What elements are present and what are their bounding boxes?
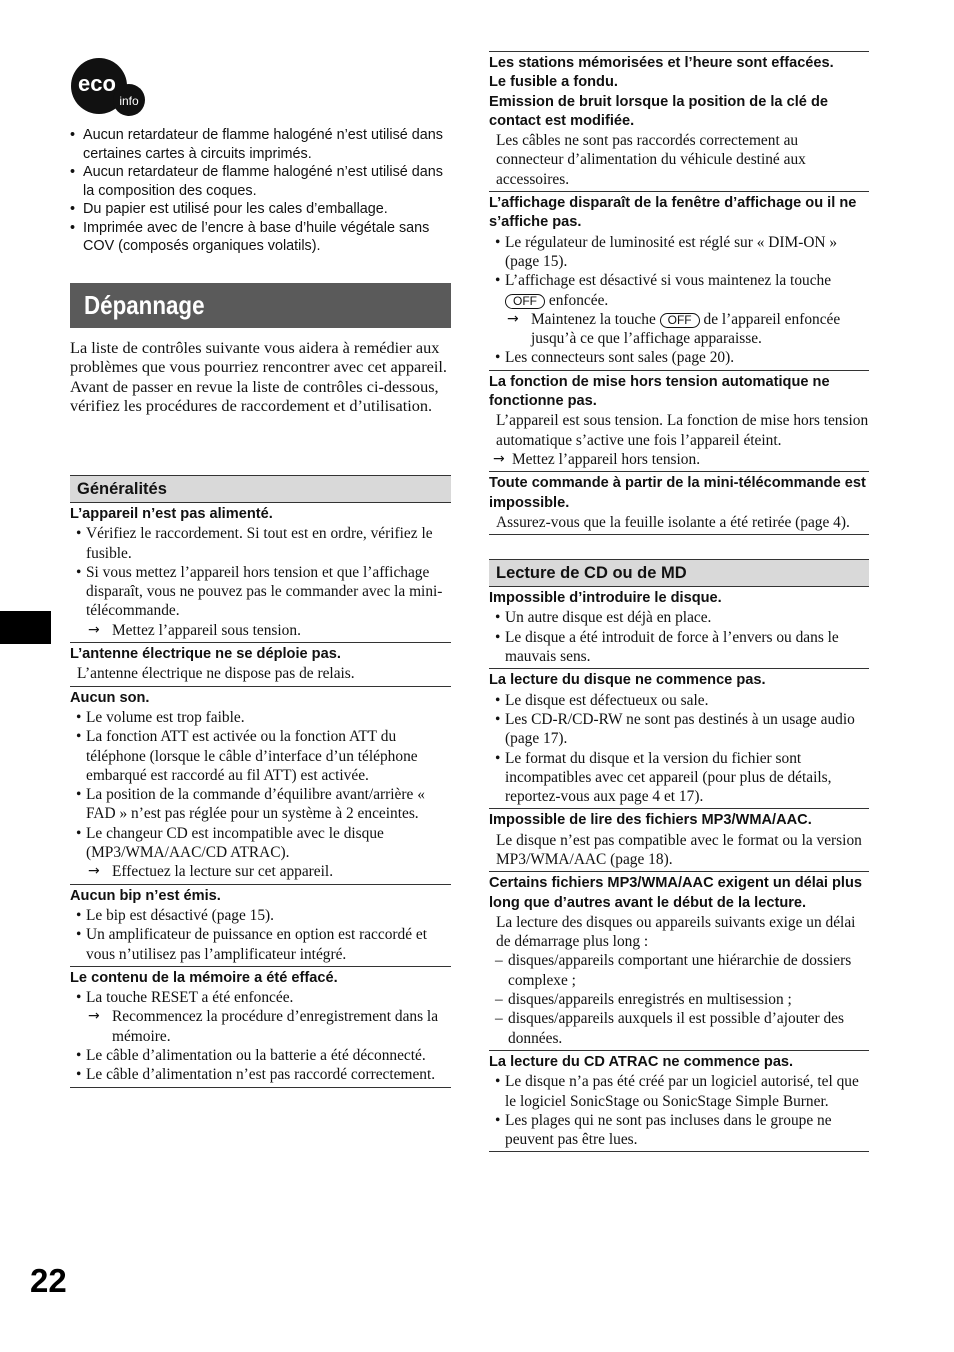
bullet-text: enfoncée. xyxy=(548,291,609,309)
bullet: • Le régulateur de luminosité est réglé sur « DIM-ON » (page 15). xyxy=(489,233,869,272)
remedy-text: de l’appareil enfoncée jusqu’à ce que l’affichage apparaisse. xyxy=(531,310,841,348)
dash-item: – disques/appareils auxquels il est possible d’ajouter des données. xyxy=(489,1009,869,1048)
bullet: • Le câble d’alimentation n’est pas raccordé correctement. xyxy=(70,1065,451,1084)
subsection-header-cd-md: Lecture de CD ou de MD xyxy=(489,559,869,587)
cause-text: Assurez-vous que la feuille isolante a été retirée (page 4). xyxy=(496,513,850,531)
left-column xyxy=(70,475,451,1088)
cause-text: Le disque n’est pas compatible avec le format ou la version MP3/WMA/AAC (page 18). xyxy=(496,831,862,868)
cause-text: L’appareil est sous tension. La fonction de mise hors tension automatique s’active une fois l’appareil éteint. xyxy=(496,412,869,449)
troubleshoot-entry xyxy=(489,1051,869,1152)
bullet: • Le disque n’a pas été créé par un logiciel autorisé, tel que le logiciel SonicStage ou SonicStage Simple Burner. xyxy=(489,1072,869,1111)
bullet: • Le bip est désactivé (page 15). xyxy=(70,906,451,925)
dash-item: – disques/appareils comportant une hiérarchie de dossiers complexe ; xyxy=(489,951,869,990)
bullet: • Les connecteurs sont sales (page 20). xyxy=(489,348,869,367)
bullet: • Le disque a été introduit de force à l’envers ou dans le mauvais sens. xyxy=(489,628,869,667)
troubleshoot-entry xyxy=(489,51,869,192)
troubleshoot-entry xyxy=(489,192,869,371)
eco-logo-word: eco xyxy=(78,71,116,96)
bullet: • Les plages qui ne sont pas incluses dans le groupe ne peuvent pas être lues. xyxy=(489,1111,869,1150)
chapter-tab-marker xyxy=(0,611,51,644)
eco-bullet: • Aucun retardateur de flamme halogéné n’est utilisé dans la composition des coques. xyxy=(70,163,455,200)
troubleshoot-entry xyxy=(489,587,869,669)
problem-title: Les stations mémorisées et l’heure sont effacées. xyxy=(489,55,834,71)
remedy-arrow: → Mettez l’appareil sous tension. xyxy=(70,621,451,640)
section-title-banner xyxy=(70,283,451,328)
eco-bullet: • Du papier est utilisé pour les cales d’emballage. xyxy=(70,200,455,219)
eco-bullet: • Imprimée avec de l’encre à base d’huile végétale sans COV (composés organiques volatils). xyxy=(70,219,455,256)
eco-logo-sub: info xyxy=(119,94,139,108)
bullet-text: L’affichage est désactivé si vous maintenez la touche xyxy=(505,272,832,290)
troubleshoot-entry xyxy=(489,872,869,1051)
page-number: 22 xyxy=(30,1262,67,1299)
problem-title: La lecture du CD ATRAC ne commence pas. xyxy=(489,1053,794,1070)
problem-title: Impossible de lire des fichiers MP3/WMA/AAC. xyxy=(489,812,812,829)
off-button-label: OFF xyxy=(660,313,700,328)
problem-title: Certains fichiers MP3/WMA/AAC exigent un délai plus long que d’autres avant le début de la lecture. xyxy=(489,875,863,911)
cause-text: Les câbles ne sont pas raccordés correctement au connecteur d’alimentation du véhicule destiné aux accessoires. xyxy=(496,132,806,188)
bullet: • Les CD-R/CD-RW ne sont pas destinés à un usage audio (page 17). xyxy=(489,710,869,749)
bullet: • Si vous mettez l’appareil hors tension et que l’affichage disparaît, vous ne pouvez pas le commander avec la mini-télécommande. xyxy=(70,563,451,621)
problem-title: L’affichage disparaît de la fenêtre d’affichage ou il ne s’affiche pas. xyxy=(489,195,857,231)
problem-title: Aucun son. xyxy=(70,689,150,706)
intro-paragraph: La liste de contrôles suivante vous aidera à remédier aux problèmes que vous pourriez rencontrer avec cet appareil. xyxy=(70,338,448,377)
dash-item: – disques/appareils enregistrés en multisession ; xyxy=(489,990,869,1009)
problem-title: L’appareil n’est pas alimenté. xyxy=(70,506,273,522)
subsection-header-general: Généralités xyxy=(70,475,451,503)
problem-title: Le contenu de la mémoire a été effacé. xyxy=(70,969,338,986)
troubleshoot-entry xyxy=(70,967,451,1088)
troubleshoot-entry xyxy=(70,885,451,967)
problem-title: Emission de bruit lorsque la position de la clé de contact est modifiée. xyxy=(489,93,828,129)
intro-paragraph: Avant de passer en revue la liste de contrôles ci-dessous, vérifiez les procédures de raccordement et d’utilisation. xyxy=(70,376,439,415)
eco-info-logo xyxy=(70,56,146,118)
troubleshoot-entry xyxy=(70,643,451,687)
right-column xyxy=(489,51,869,1152)
bullet: • Le volume est trop faible. xyxy=(70,708,451,727)
problem-title: Le fusible a fondu. xyxy=(489,74,618,91)
remedy-arrow xyxy=(489,310,869,349)
troubleshoot-entry xyxy=(70,687,451,885)
bullet: • La touche RESET a été enfoncée. xyxy=(70,988,451,1007)
off-button-label: OFF xyxy=(505,294,545,309)
troubleshoot-entry xyxy=(489,472,869,535)
bullet: • Vérifiez le raccordement. Si tout est en ordre, vérifiez le fusible. xyxy=(70,524,451,563)
cause-text: L’antenne électrique ne dispose pas de relais. xyxy=(77,665,355,683)
bullet: • Un autre disque est déjà en place. xyxy=(489,608,869,627)
problem-title: Impossible d’introduire le disque. xyxy=(489,590,722,607)
troubleshoot-entry xyxy=(70,503,451,643)
cause-text: La lecture des disques ou appareils suivants exige un délai de démarrage plus long : xyxy=(496,913,856,951)
remedy-arrow: → Mettez l’appareil hors tension. xyxy=(489,450,869,469)
eco-bullet-list xyxy=(70,126,455,256)
troubleshoot-entry xyxy=(489,669,869,809)
remedy-arrow: → Recommencez la procédure d’enregistrement dans la mémoire. xyxy=(70,1007,451,1046)
bullet: • Le changeur CD est incompatible avec le disque (MP3/WMA/AAC/CD ATRAC). xyxy=(70,824,451,863)
problem-title: Aucun bip n’est émis. xyxy=(70,887,221,904)
bullet: • Un amplificateur de puissance en option est raccordé et vous n’utilisez pas l’amplificateur intégré. xyxy=(70,925,451,964)
bullet xyxy=(489,271,869,310)
section-title: Dépannage xyxy=(84,290,205,320)
remedy-arrow: → Effectuez la lecture sur cet appareil. xyxy=(70,862,451,881)
problem-title: La lecture du disque ne commence pas. xyxy=(489,672,766,689)
bullet: • Le câble d’alimentation ou la batterie a été déconnecté. xyxy=(70,1046,451,1065)
eco-bullet: • Aucun retardateur de flamme halogéné n’est utilisé dans certaines cartes à circuits imprimés. xyxy=(70,126,455,163)
problem-title: La fonction de mise hors tension automatique ne fonctionne pas. xyxy=(489,373,830,410)
bullet: • Le disque est défectueux ou sale. xyxy=(489,691,869,710)
problem-title: Toute commande à partir de la mini-télécommande est impossible. xyxy=(489,475,866,511)
bullet: • La fonction ATT est activée ou la fonction ATT du téléphone (lorsque le câble d’interface d’un téléphone embarqué est raccordé au fil ATT) est activée. xyxy=(70,727,451,785)
bullet: • La position de la commande d’équilibre avant/arrière « FAD » n’est pas réglée pour un système à 2 enceintes. xyxy=(70,785,451,824)
bullet: • Le format du disque et la version du fichier sont incompatibles avec cet appareil (pour plus de détails, reportez-vous aux page 4 et 17). xyxy=(489,749,869,807)
troubleshoot-entry xyxy=(489,371,869,472)
problem-title: L’antenne électrique ne se déploie pas. xyxy=(70,646,341,663)
remedy-text: Maintenez la touche xyxy=(531,310,656,328)
intro-text xyxy=(70,338,451,415)
troubleshoot-entry xyxy=(489,809,869,872)
